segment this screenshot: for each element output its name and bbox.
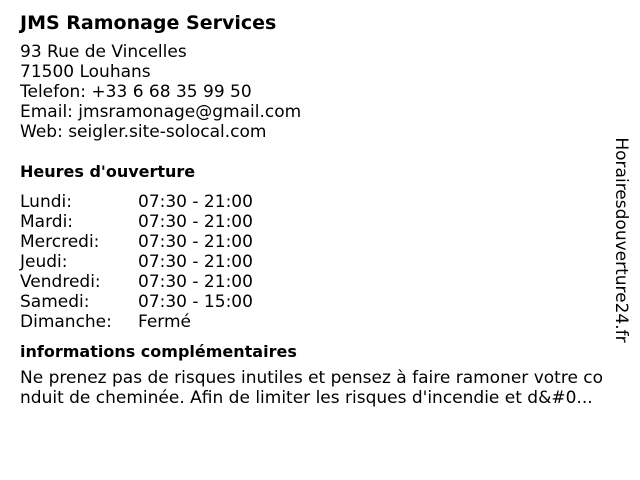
time-value: 07:30 - 21:00 xyxy=(138,272,253,292)
business-card xyxy=(20,10,610,408)
phone-text: Telefon: +33 6 68 35 99 50 xyxy=(20,82,252,102)
hours-row-friday xyxy=(20,272,253,292)
opening-hours-table xyxy=(20,192,253,332)
day-label: Jeudi: xyxy=(20,252,68,272)
web-text: Web: seigler.site-solocal.com xyxy=(20,122,267,142)
site-watermark: Horairesdouverture24.fr xyxy=(611,137,631,343)
address-street: 93 Rue de Vincelles xyxy=(20,42,187,62)
day-label: Samedi: xyxy=(20,292,90,312)
time-value: 07:30 - 21:00 xyxy=(138,232,253,252)
time-value: 07:30 - 21:00 xyxy=(138,212,253,232)
day-label: Dimanche: xyxy=(20,312,112,332)
hours-row-thursday xyxy=(20,252,253,272)
day-label: Mercredi: xyxy=(20,232,100,252)
additional-info-text: Ne prenez pas de risques inutiles et pensez à faire ramoner votre conduit de cheminée. Afin de limiter les risques d'incendie et d&#0... xyxy=(20,368,604,408)
time-value: 07:30 - 15:00 xyxy=(138,292,253,312)
address-city: 71500 Louhans xyxy=(20,62,151,82)
time-value: 07:30 - 21:00 xyxy=(138,192,253,212)
day-label: Mardi: xyxy=(20,212,74,232)
hours-row-tuesday xyxy=(20,212,253,232)
time-value: Fermé xyxy=(138,312,192,332)
hours-row-wednesday xyxy=(20,232,253,252)
opening-hours-title: Heures d'ouverture xyxy=(20,162,196,181)
additional-info-title: informations complémentaires xyxy=(20,342,297,361)
time-value: 07:30 - 21:00 xyxy=(138,252,253,272)
hours-row-monday xyxy=(20,192,253,212)
business-name: JMS Ramonage Services xyxy=(20,12,277,34)
hours-row-sunday xyxy=(20,312,253,332)
hours-row-saturday xyxy=(20,292,253,312)
email-text: Email: jmsramonage@gmail.com xyxy=(20,102,302,122)
day-label: Vendredi: xyxy=(20,272,101,292)
day-label: Lundi: xyxy=(20,192,72,212)
